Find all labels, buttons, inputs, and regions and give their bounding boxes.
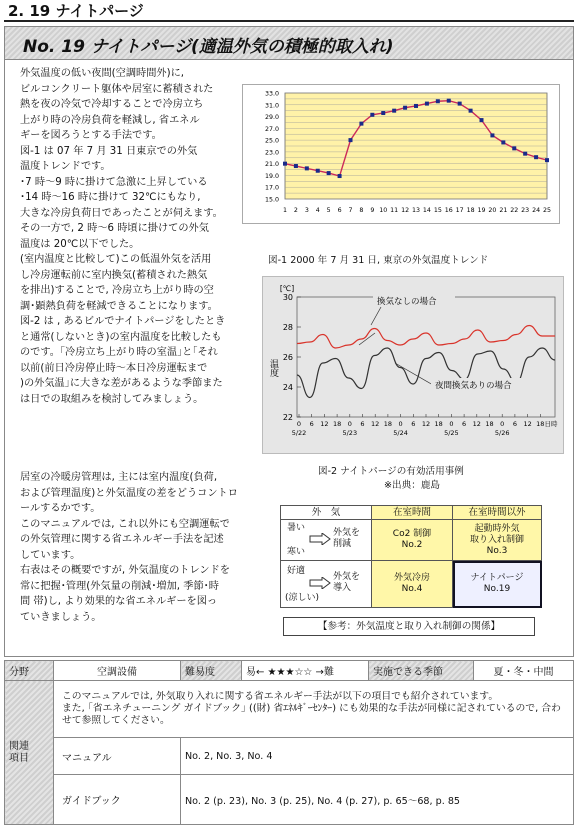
x-tick-label: 6: [411, 420, 416, 428]
x-tick-label: 18: [383, 420, 393, 428]
ctrl-cell-night-purge: ナイトパージ No.19: [453, 561, 542, 608]
data-point: [469, 109, 473, 113]
x-tick-label: 0: [500, 420, 505, 428]
x-tick-label: 0: [449, 420, 454, 428]
x-tick-label: 0: [398, 420, 403, 428]
data-point: [436, 99, 440, 103]
x-tick-label: 18: [485, 420, 494, 428]
text-line: の外気管理に関する省エネルギー手法を記述: [20, 534, 224, 545]
section-rule: [4, 20, 574, 22]
x-tick-label: 10: [379, 207, 388, 214]
ctrl-cell-startup: 起動時外気 取り入れ制御 No.3: [453, 520, 542, 561]
text-line: このマニュアルでは, これ以外にも空調運転で: [20, 518, 230, 530]
x-tick-label: 9: [370, 207, 375, 214]
text-line: のです。｢冷房立ち上がり時の室温｣と｢それ: [20, 347, 218, 358]
x-tick-label: 15: [433, 207, 442, 214]
x-tick-label: 3: [304, 207, 309, 214]
x-tick-label: 2: [293, 207, 298, 214]
text-line: 外気温度の低い夜間(空調時間外)に,: [20, 68, 184, 79]
data-point: [545, 158, 549, 162]
x-tick-label: 0: [296, 420, 302, 428]
fig2-chart: [263, 277, 563, 453]
x-tick-label: 1: [282, 207, 288, 214]
x-tick-label: 11: [390, 207, 399, 214]
data-point: [534, 155, 538, 159]
label-reduce: 外気を 削減: [333, 528, 361, 549]
y-tick-label: 27.0: [264, 125, 279, 133]
y-tick-label: 33.0: [264, 90, 279, 98]
annotation-night-ventilation: 夜間換気ありの場合: [435, 381, 512, 391]
data-point: [381, 111, 385, 115]
x-tick-label: 16: [444, 207, 453, 214]
fig1-chart: [243, 85, 559, 223]
x-tick-label: 12: [320, 420, 329, 428]
reference-note: 【参考：外気温度と取り入れ制御の関係】: [283, 617, 535, 636]
data-point: [512, 146, 516, 150]
text-line: )の外気温｣に大きな差があるような季節また: [20, 378, 223, 389]
y-tick-label: 21.0: [264, 161, 279, 169]
date-label: 5/23: [342, 429, 358, 437]
text-line: と通常(しないとき)の室内温度を比較したも: [20, 331, 222, 343]
x-tick-label: 6: [337, 207, 342, 214]
text-line: その一方で, 2 時～6 時頃に掛けての外気: [20, 223, 209, 234]
plot-area: [297, 297, 555, 417]
x-tick-label: 7: [348, 207, 353, 214]
text-line: 図-1 は 07 年 7 月 31 日東京での外気: [20, 145, 198, 157]
fig2-caption: 図-2 ナイトパージの有効活用事例: [318, 466, 464, 477]
y-tick-label: 23.0: [264, 149, 279, 157]
text-line: ギーを図ろうとする手法です。: [20, 130, 162, 141]
difficulty-value: 易← ★★★☆☆ →難: [242, 661, 369, 681]
annotation-no-ventilation: 換気なしの場合: [377, 297, 437, 307]
unit-label: [℃]: [279, 284, 295, 293]
x-tick-label: 14: [422, 207, 431, 214]
text-line: ･14 時～16 時に掛けて 32℃にもなり,: [20, 192, 201, 203]
fig1-chart-frame: [242, 84, 560, 224]
text-line: 調･顕熱負荷を軽減できることになります。: [20, 300, 218, 312]
x-tick-label: 23: [521, 207, 530, 214]
text-line: しています。: [20, 549, 81, 561]
control-table: [280, 505, 542, 608]
x-tick-label: 19: [477, 207, 486, 214]
y-tick-label: 17.0: [264, 184, 279, 192]
y-tick-label: 25.0: [264, 137, 279, 145]
y-tick-label: 28: [282, 323, 293, 332]
banner-title: No. 19 ナイトパージ(適温外気の積極的取入れ): [23, 37, 394, 57]
data-point: [283, 162, 287, 166]
text-line: および管理温度)と外気温度の差をどうコントロ: [20, 487, 238, 499]
y-tick-label: 26: [282, 353, 293, 362]
fig2-chart-frame: [262, 276, 564, 454]
x-tick-label: 0: [347, 420, 352, 428]
y-tick-label: 30: [282, 293, 293, 302]
season-label: 実施できる季節: [369, 661, 474, 681]
related-note: このマニュアルでは, 外気取り入れに関する省エネルギー手法が以下の項目でも紹介されています。 また, ｢省エネチューニング ガイドブック｣ ((財) 省ｴﾈﾙｷﾞｰｾﾝﾀｰ) にも効果的な手法が同様に記されているので, 合わせて参照してください。: [54, 681, 574, 738]
x-tick-label: 6: [309, 420, 314, 428]
y-tick-label: 29.0: [264, 114, 279, 122]
x-tick-label: 12: [523, 420, 532, 428]
text-line: (室内温度と比較して)この低温外気を活用: [20, 254, 212, 265]
data-point: [349, 138, 353, 142]
label-introduce: 外気を 導入: [333, 572, 361, 593]
x-tick-label: 12: [421, 420, 431, 428]
manual-label: マニュアル: [54, 738, 181, 775]
arrow-right-icon: [309, 577, 331, 589]
data-point: [458, 102, 462, 106]
text-line: ･7 時～9 時に掛けて急激に上昇している: [20, 176, 208, 188]
x-tick-label: 24: [532, 207, 541, 214]
x-tick-label: 4: [315, 207, 320, 214]
x-tick-label: 12: [371, 420, 380, 428]
text-line: し冷房運転前に室内換気(蓄積された熱気: [20, 269, 208, 281]
body-text-main: [20, 66, 260, 407]
x-tick-label: 20: [488, 207, 497, 214]
ctrl-cell-outdoor-cooling: 外気冷房 No.4: [372, 561, 453, 608]
data-point: [414, 104, 418, 108]
ctrl-cell-good-cool: [281, 561, 372, 608]
data-point: [359, 122, 363, 126]
difficulty-label: 難易度: [181, 661, 242, 681]
fig2-source: ※出典：鹿島: [384, 480, 441, 491]
text-line: ビルコンクリート躯体や居室に蓄積された: [20, 83, 214, 95]
date-label: 5/24: [393, 429, 408, 437]
label-hot: 暑い: [287, 523, 306, 533]
x-tick-label: 12: [472, 420, 481, 428]
y-tick-label: 19.0: [264, 172, 279, 180]
data-point: [480, 118, 484, 122]
text-line: 大きな冷房負荷日であったことが伺えます。: [20, 207, 223, 219]
text-line: 常に把握･管理(外気量の削減･増加, 季節･時: [20, 580, 219, 592]
guidebook-label: ガイドブック: [54, 775, 181, 825]
data-point: [392, 109, 396, 113]
fig1-caption: 図-1 2000 年 7 月 31 日, 東京の外気温度トレンド: [268, 255, 489, 266]
related-label: 関連 項目: [5, 681, 54, 825]
y-tick-label: 15.0: [264, 196, 279, 204]
date-label: 5/26: [494, 429, 510, 437]
data-point: [327, 171, 331, 175]
footer-table: [4, 660, 574, 825]
body-text-sub: [20, 470, 260, 625]
data-point: [370, 113, 374, 117]
x-tick-label: 17: [455, 207, 464, 214]
title-banner: [4, 26, 574, 60]
x-tick-label: 21: [499, 207, 508, 214]
x-tick-label: 5: [326, 207, 331, 214]
text-line: 以前(前日冷房停止時～本日冷房運転まで: [20, 362, 208, 374]
ctrl-header-outside: 外 気: [281, 506, 372, 520]
data-point: [447, 99, 451, 103]
data-point: [338, 174, 342, 178]
season-value: 夏・冬・中間: [474, 661, 574, 681]
field-value: 空調設備: [54, 661, 181, 681]
x-tick-label: 13: [411, 207, 421, 214]
x-tick-label: 6: [360, 420, 365, 428]
label-good: 好適: [287, 566, 306, 576]
ctrl-cell-hot-cold: [281, 520, 372, 561]
y-tick-label: 22: [282, 413, 293, 422]
ctrl-header-unoccupied: 在室時間以外: [453, 506, 542, 520]
data-point: [425, 102, 429, 106]
ctrl-header-occupied: 在室時間: [372, 506, 453, 520]
x-tick-label: 25: [542, 207, 552, 214]
y-tick-label: 31.0: [264, 102, 279, 110]
x-tick-label: 6: [462, 420, 467, 428]
text-line: 上がり時の冷房負荷を軽減し, 省エネル: [20, 114, 200, 126]
x-tick-label: 12: [401, 207, 410, 214]
x-end-label: 日時: [544, 420, 558, 428]
x-tick-label: 6: [512, 420, 517, 428]
ctrl-cell-co2: Co2 制御 No.2: [372, 520, 453, 561]
section-title: 2. 19 ナイトパージ: [8, 2, 144, 20]
data-point: [294, 164, 298, 168]
data-point: [403, 106, 407, 110]
text-line: は日での取組みを検討してみましょう。: [20, 393, 204, 405]
text-line: 右表はその概要ですが, 外気温度のトレンドを: [20, 565, 230, 576]
guidebook-value: No. 2 (p. 23), No. 3 (p. 25), No. 4 (p. 27), p. 65～68, p. 85: [181, 775, 574, 825]
text-line: 図-2 は , あるビルでナイトパージをしたとき: [20, 316, 226, 327]
y-tick-label: 24: [282, 383, 293, 392]
x-tick-label: 8: [359, 207, 364, 214]
text-line: 温度トレンドです。: [20, 161, 111, 172]
field-label: 分野: [5, 661, 54, 681]
date-label: 5/22: [291, 429, 307, 437]
data-point: [523, 152, 527, 156]
arrow-right-icon: [309, 533, 331, 545]
data-point: [316, 169, 320, 173]
text-line: 温度は 20℃以下でした。: [20, 238, 140, 250]
text-line: ールするかです。: [20, 503, 101, 514]
data-point: [501, 140, 505, 144]
label-cold: 寒い: [287, 547, 306, 557]
text-line: 居室の冷暖房管理は, 主には室内温度(負荷,: [20, 472, 218, 483]
x-tick-label: 18: [434, 420, 443, 428]
text-line: 間 帯)し, より効果的な省エネルギーを図っ: [20, 596, 218, 607]
x-tick-label: 18: [536, 420, 545, 428]
x-tick-label: 18: [466, 207, 475, 214]
manual-value: No. 2, No. 3, No. 4: [181, 738, 574, 775]
date-label: 5/25: [444, 429, 459, 437]
y-axis-label: 温度: [268, 359, 278, 377]
label-cool: (涼しい): [285, 593, 320, 603]
data-point: [305, 166, 309, 170]
text-line: を排出)することで, 冷房立ち上がり時の空: [20, 285, 214, 296]
x-tick-label: 22: [510, 207, 519, 214]
text-line: 熱を夜の冷気で冷却することで冷房立ち: [20, 99, 204, 110]
text-line: ていきましょう。: [20, 611, 102, 623]
data-point: [490, 133, 494, 137]
x-tick-label: 18: [332, 420, 342, 428]
